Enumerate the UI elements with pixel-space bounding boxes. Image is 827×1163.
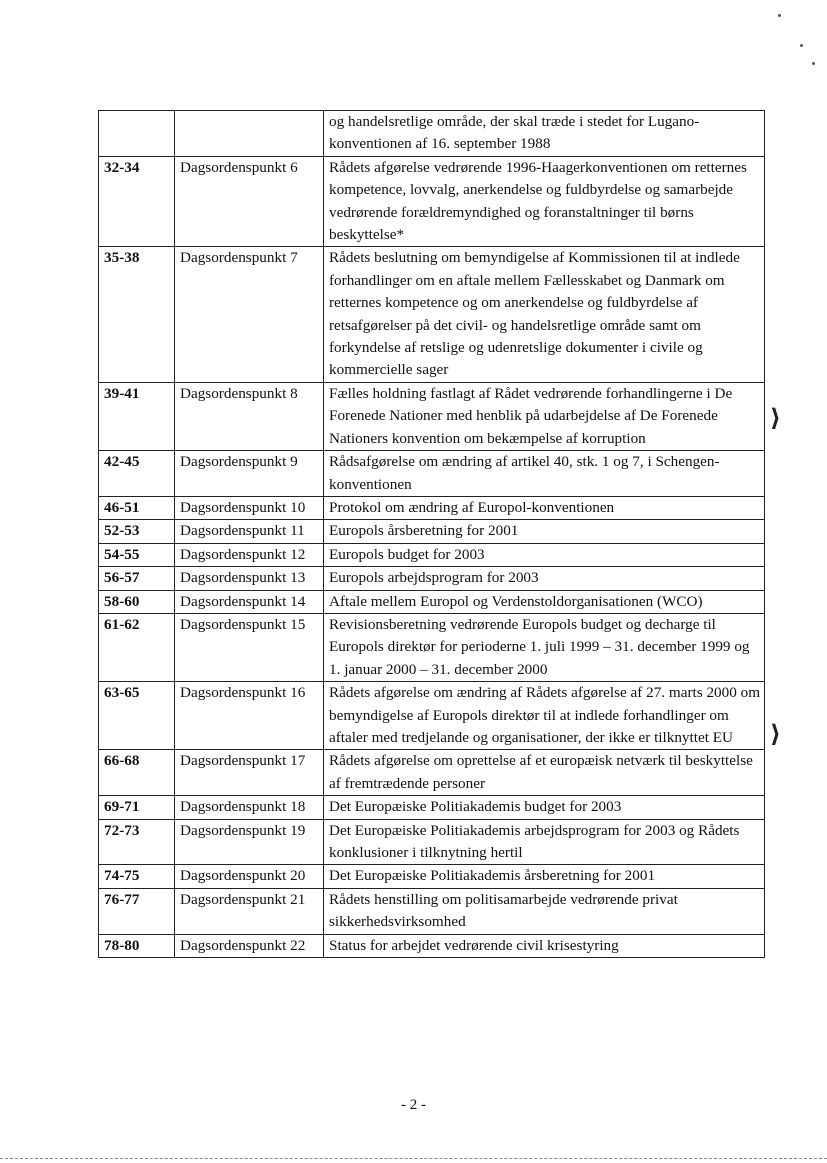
scan-speck (800, 44, 803, 47)
agenda-description-cell: Rådets henstilling om politisamarbejde vedrørende privat sikkerhedsvirksomhed (324, 888, 765, 934)
agenda-table (98, 110, 765, 958)
agenda-description-cell: og handelsretlige område, der skal træde i stedet for Lugano-konventionen af 16. september 1988 (324, 111, 765, 157)
agenda-point-cell: Dagsordenspunkt 18 (175, 796, 324, 819)
agenda-description-cell: Rådets afgørelse om oprettelse af et europæisk netværk til beskyttelse af fremtrædende personer (324, 750, 765, 796)
agenda-row (99, 111, 765, 157)
agenda-row (99, 796, 765, 819)
agenda-row (99, 451, 765, 497)
agenda-row (99, 247, 765, 382)
agenda-point-cell: Dagsordenspunkt 14 (175, 590, 324, 613)
agenda-point-cell: Dagsordenspunkt 13 (175, 567, 324, 590)
agenda-row (99, 750, 765, 796)
margin-bracket-mark: ⟩ (770, 720, 781, 748)
agenda-range-cell: 63-65 (99, 682, 175, 750)
agenda-range-cell (99, 111, 175, 157)
agenda-description-cell: Protokol om ændring af Europol-konventionen (324, 496, 765, 519)
agenda-point-cell: Dagsordenspunkt 11 (175, 520, 324, 543)
agenda-point-cell: Dagsordenspunkt 16 (175, 682, 324, 750)
agenda-point-cell: Dagsordenspunkt 22 (175, 934, 324, 957)
agenda-range-cell: 54-55 (99, 543, 175, 566)
agenda-range-cell: 61-62 (99, 613, 175, 681)
agenda-range-cell: 66-68 (99, 750, 175, 796)
agenda-row (99, 496, 765, 519)
margin-bracket-mark: ⟩ (770, 404, 781, 432)
agenda-range-cell: 32-34 (99, 156, 175, 247)
agenda-point-cell: Dagsordenspunkt 10 (175, 496, 324, 519)
agenda-description-cell: Europols budget for 2003 (324, 543, 765, 566)
agenda-description-cell: Revisionsberetning vedrørende Europols budget og decharge til Europols direktør for perioderne 1. juli 1999 – 31. december 1999 og 1. januar 2000 – 31. december 2000 (324, 613, 765, 681)
agenda-range-cell: 76-77 (99, 888, 175, 934)
agenda-row (99, 613, 765, 681)
agenda-description-cell: Rådets afgørelse om ændring af Rådets afgørelse af 27. marts 2000 om bemyndigelse af Europols direktør til at indlede forhandlinger om aftaler med tredjelande og organisationer, der ikke er tilknyttet EU (324, 682, 765, 750)
agenda-description-cell: Rådets afgørelse vedrørende 1996-Haagerkonventionen om retternes kompetence, lovvalg, anerkendelse og fuldbyrdelse og samarbejde vedrørende forældremyndighed og foranstaltninger til børns beskyttelse* (324, 156, 765, 247)
agenda-range-cell: 72-73 (99, 819, 175, 865)
agenda-point-cell: Dagsordenspunkt 9 (175, 451, 324, 497)
page-number: - 2 - (401, 1097, 426, 1113)
agenda-point-cell: Dagsordenspunkt 6 (175, 156, 324, 247)
agenda-point-cell: Dagsordenspunkt 7 (175, 247, 324, 382)
agenda-range-cell: 46-51 (99, 496, 175, 519)
agenda-description-cell: Europols årsberetning for 2001 (324, 520, 765, 543)
agenda-point-cell: Dagsordenspunkt 19 (175, 819, 324, 865)
agenda-point-cell: Dagsordenspunkt 12 (175, 543, 324, 566)
agenda-point-cell: Dagsordenspunkt 21 (175, 888, 324, 934)
agenda-range-cell: 69-71 (99, 796, 175, 819)
agenda-row (99, 590, 765, 613)
agenda-range-cell: 74-75 (99, 865, 175, 888)
agenda-range-cell: 78-80 (99, 934, 175, 957)
agenda-description-cell: Aftale mellem Europol og Verdenstoldorganisationen (WCO) (324, 590, 765, 613)
agenda-description-cell: Fælles holdning fastlagt af Rådet vedrørende forhandlingerne i De Forenede Nationer med henblik på udarbejdelse af De Forenede Nationers konvention om bekæmpelse af korruption (324, 382, 765, 450)
agenda-range-cell: 58-60 (99, 590, 175, 613)
agenda-description-cell: Rådsafgørelse om ændring af artikel 40, stk. 1 og 7, i Schengen-konventionen (324, 451, 765, 497)
agenda-row (99, 543, 765, 566)
agenda-row (99, 382, 765, 450)
agenda-point-cell (175, 111, 324, 157)
agenda-description-cell: Rådets beslutning om bemyndigelse af Kommissionen til at indlede forhandlinger om en aftale mellem Fællesskabet og Danmark om retternes kompetence og om anerkendelse og fuldbyrdelse af retsafgørelser på det civil- og handelsretlige område samt om forkyndelse af retslige og udenretslige dokumenter i civile og kommercielle sager (324, 247, 765, 382)
agenda-row (99, 682, 765, 750)
agenda-point-cell: Dagsordenspunkt 20 (175, 865, 324, 888)
agenda-row (99, 819, 765, 865)
agenda-range-cell: 35-38 (99, 247, 175, 382)
agenda-point-cell: Dagsordenspunkt 15 (175, 613, 324, 681)
scan-speck (778, 14, 781, 17)
agenda-row (99, 567, 765, 590)
agenda-row (99, 888, 765, 934)
agenda-description-cell: Status for arbejdet vedrørende civil krisestyring (324, 934, 765, 957)
agenda-row (99, 156, 765, 247)
agenda-description-cell: Det Europæiske Politiakademis årsberetning for 2001 (324, 865, 765, 888)
agenda-point-cell: Dagsordenspunkt 17 (175, 750, 324, 796)
agenda-range-cell: 42-45 (99, 451, 175, 497)
agenda-range-cell: 39-41 (99, 382, 175, 450)
agenda-table-body (99, 111, 765, 958)
scan-speck (812, 62, 815, 65)
agenda-row (99, 934, 765, 957)
agenda-row (99, 520, 765, 543)
agenda-description-cell: Europols arbejdsprogram for 2003 (324, 567, 765, 590)
agenda-point-cell: Dagsordenspunkt 8 (175, 382, 324, 450)
agenda-description-cell: Det Europæiske Politiakademis arbejdsprogram for 2003 og Rådets konklusioner i tilknytning hertil (324, 819, 765, 865)
agenda-range-cell: 56-57 (99, 567, 175, 590)
agenda-description-cell: Det Europæiske Politiakademis budget for 2003 (324, 796, 765, 819)
scan-edge-line (0, 1158, 827, 1159)
agenda-range-cell: 52-53 (99, 520, 175, 543)
agenda-row (99, 865, 765, 888)
